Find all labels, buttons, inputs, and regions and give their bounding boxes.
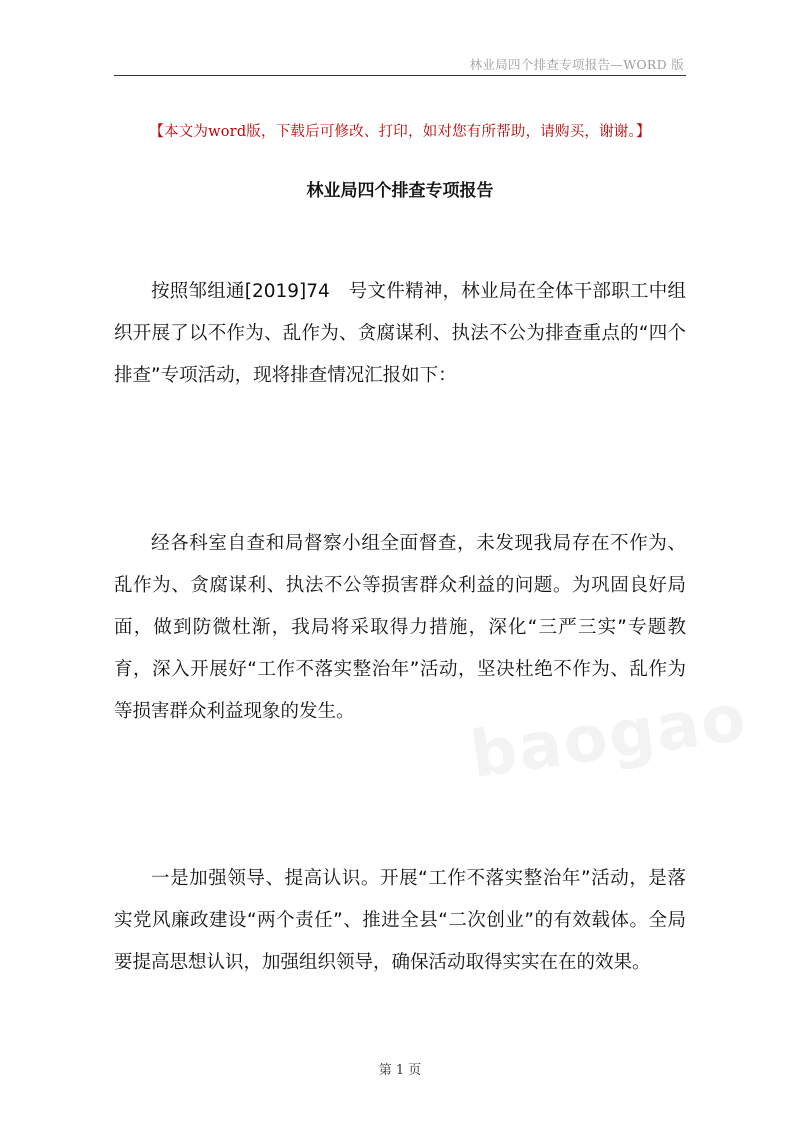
site-watermark: baogao: [466, 681, 752, 793]
paragraph-measure-one: 一是加强领导、提高认识。开展“工作不落实整治年”活动，是落实党风廉政建设“两个责任”、推进全县“二次创业”的有效载体。全局要提高思想认识，加强组织领导，确保活动取得实实在在的效果。: [114, 868, 686, 973]
header-divider: [114, 75, 686, 76]
paragraph-findings: 经各科室自查和局督察小组全面督查，未发现我局存在不作为、乱作为、贪腐谋利、执法不公等损害群众利益的问题。为巩固良好局面，做到防微杜渐，我局将采取得力措施，深化“三严三实”专题教育，深入开展好“工作不落实整治年”活动，坚决杜绝不作为、乱作为等损害群众利益现象的发生。: [114, 533, 686, 722]
page-number: 第 1 页: [378, 1063, 422, 1078]
document-title: 林业局四个排查专项报告: [306, 181, 494, 201]
paragraph-intro: 按照邹组通[2019]74 号文件精神，林业局在全体干部职工中组织开展了以不作为、乱作为、贪腐谋利、执法不公为排查重点的“四个排查”专项活动，现将排查情况汇报如下：: [114, 281, 686, 386]
purchase-notice: 【本文为word版，下载后可修改、打印，如对您有所帮助，请购买，谢谢。】: [149, 124, 651, 140]
running-header: 林业局四个排查专项报告—WORD 版: [469, 57, 684, 72]
